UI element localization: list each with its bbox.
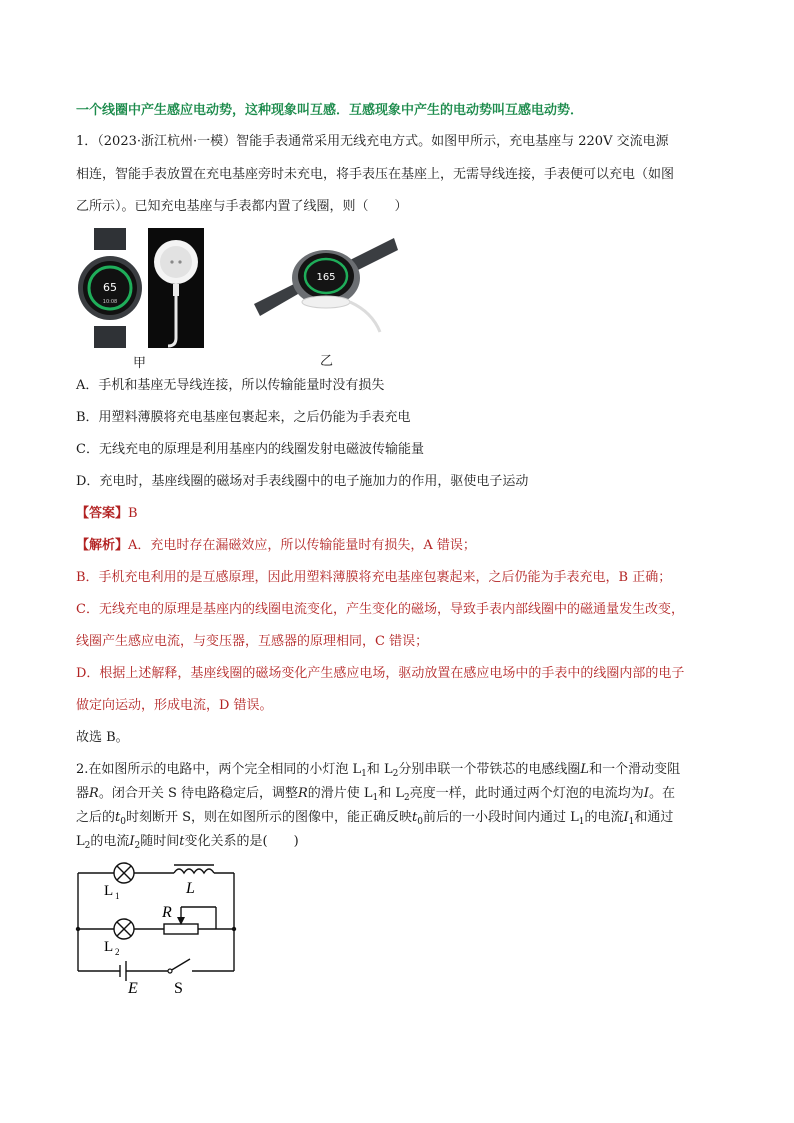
watch-b-reading: 165 xyxy=(316,272,336,283)
q2-text-1d: 和一个滑动变阻 xyxy=(589,762,681,777)
q2-stem-line-3 xyxy=(76,808,673,832)
q2-text-3c: 前后的一小段时间内通过 L xyxy=(423,810,579,825)
q1-stem-line-3: 乙所示）。已知充电基座与手表都内置了线圈，则（ ） xyxy=(76,199,408,214)
q2-sub-1c: 1 xyxy=(578,817,585,827)
q2-sub-1b: 1 xyxy=(372,793,379,803)
figure-a-charger-photo xyxy=(148,228,204,352)
q2-text-4b: 的电流 xyxy=(90,834,130,849)
q2-text-1c: 分别串联一个带铁芯的电感线圈 xyxy=(398,762,581,777)
q1-option-a: A．手机和基座无导线连接，所以传输能量时没有损失 xyxy=(76,378,385,393)
q2-text-2a: 器 xyxy=(76,786,90,801)
q1-analysis-line-1 xyxy=(76,536,476,556)
lamp-L2-icon xyxy=(114,919,134,939)
q2-text-4d: 变化关系的是( ) xyxy=(184,834,299,849)
q2-text-2d: 和 L xyxy=(378,786,405,801)
figure-b-photo xyxy=(254,236,400,340)
q2-sub-1: 1 xyxy=(361,769,367,779)
q2-stem-line-4 xyxy=(76,832,299,856)
watch-a-time: 10:08 xyxy=(102,299,118,305)
q2-sub-2b: 2 xyxy=(404,793,410,803)
q2-sym-R-2: R xyxy=(297,786,308,801)
answer-value: B xyxy=(128,506,138,521)
q2-stem-line-2 xyxy=(76,784,675,808)
label-battery: E xyxy=(128,980,138,995)
q1-option-d: D．充电时，基座线圈的磁场对手表线圈中的电子施加力的作用，驱使电子运动 xyxy=(76,474,529,489)
q2-text-1b: 和 L xyxy=(366,762,393,777)
q2-text-3d: 的电流 xyxy=(584,810,624,825)
figure-a-label: 甲 xyxy=(133,356,147,371)
q1-analysis-line-5: D．根据上述解释，基座线圈的磁场变化产生感应电场，驱动放置在感应电场中的手表中的线圈内部的电子 xyxy=(76,666,685,681)
q2-sub-1d: 1 xyxy=(628,817,635,827)
analysis-text-1: A．充电时存在漏磁效应，所以传输能量时有损失，A 错误； xyxy=(128,538,476,553)
q2-sub-2: 2 xyxy=(392,769,399,779)
q2-sym-L: L xyxy=(580,762,590,777)
q1-conclusion: 故选 B。 xyxy=(76,730,129,745)
q2-sym-t: t xyxy=(179,834,185,849)
figure-b-label: 乙 xyxy=(320,354,334,369)
label-L2-sub: 2 xyxy=(115,947,120,957)
q2-text-4c: 随时间 xyxy=(140,834,180,849)
q2-sub-0a: 0 xyxy=(120,817,126,827)
label-L1-sub: 1 xyxy=(115,891,120,901)
q1-analysis-line-6: 做定向运动，形成电流，D 错误。 xyxy=(76,698,273,713)
q2-text-4a: L xyxy=(76,834,85,849)
label-L1: L xyxy=(104,883,114,899)
q2-text-3b: 时刻断开 S，则在如图所示的图像中，能正确反映 xyxy=(125,810,413,825)
q1-stem-line-1: 1．（2023·浙江杭州·一模）智能手表通常采用无线充电方式。如图甲所示，充电基座与 220V 交流电源 xyxy=(76,134,669,149)
q2-text-3e: 和通过 xyxy=(634,810,674,825)
q1-option-b: B．用塑料薄膜将充电基座包裹起来，之后仍能为手表充电 xyxy=(76,410,411,425)
q2-sym-I: I xyxy=(643,786,649,801)
q1-stem-line-2: 相连，智能手表放置在充电基座旁时未充电，将手表压在基座上，无需导线连接，手表便可以充电（如图 xyxy=(76,167,675,182)
q2-sym-t0-2: t xyxy=(412,810,418,825)
q1-analysis-line-4: 线圈产生感应电流，与变压器，互感器的原理相同，C 错误； xyxy=(76,634,429,649)
intro-text: 一个线圈中产生感应电动势，这种现象叫互感．互感现象中产生的电动势叫互感电动势． xyxy=(76,103,584,118)
q1-analysis-line-3: C．无线充电的原理是基座内的线圈电流变化，产生变化的磁场，导致手表内部线圈中的磁通量发生改变， xyxy=(76,602,684,617)
q2-sym-t0-1: t xyxy=(115,810,121,825)
circuit-diagram xyxy=(70,855,250,999)
lamp-L1-icon xyxy=(114,863,134,883)
analysis-tag: 【解析】 xyxy=(76,538,129,553)
q2-text-3a: 之后的 xyxy=(76,810,116,825)
q2-sym-R-1: R xyxy=(89,786,99,801)
label-switch: S xyxy=(174,980,183,995)
label-inductor: L xyxy=(186,880,195,897)
q1-answer xyxy=(76,504,138,524)
figure-a-watch-photo xyxy=(76,228,144,352)
q2-sub-0b: 0 xyxy=(417,817,423,827)
answer-tag: 【答案】 xyxy=(76,506,129,521)
q2-sub-2d: 2 xyxy=(134,841,141,851)
label-resistor: R xyxy=(162,904,172,921)
q1-option-c: C．无线充电的原理是利用基座内的线圈发射电磁波传输能量 xyxy=(76,442,424,457)
q1-analysis-line-2: B．手机充电利用的是互感原理，因此用塑料薄膜将充电基座包裹起来，之后仍能为手表充电，B 正确； xyxy=(76,570,672,585)
q2-sym-I2: I xyxy=(129,834,135,849)
q2-text-2c: 的滑片使 L xyxy=(307,786,373,801)
q2-stem-line-1 xyxy=(76,760,680,784)
q2-text-2b: 。闭合开关 S 待电路稳定后，调整 xyxy=(98,786,298,801)
q2-sym-I1: I xyxy=(623,810,629,825)
q2-text-1a: 2.在如图所示的电路中，两个完全相同的小灯泡 L xyxy=(76,762,362,777)
label-L2: L xyxy=(104,939,114,955)
watch-a-reading: 65 xyxy=(103,281,117,294)
q2-text-2e: 亮度一样，此时通过两个灯泡的电流均为 xyxy=(409,786,644,801)
q2-sub-2c: 2 xyxy=(84,841,91,851)
q2-text-2f: 。在 xyxy=(648,786,675,801)
